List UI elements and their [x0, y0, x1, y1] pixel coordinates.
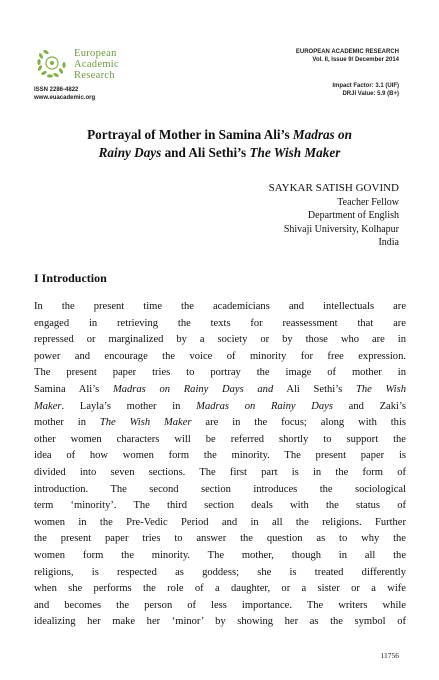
text-run: mother in [34, 417, 100, 429]
body-line: introduction. The second section introduces the sociological [34, 483, 406, 495]
logo-line-2: Academic [74, 59, 119, 70]
body-line: when she performs the role of a daughter, or a sister or a wife [34, 583, 406, 595]
italic-run: The Wish [355, 383, 406, 395]
author-country: India [378, 237, 399, 248]
title-italic: The Wish Maker [249, 145, 341, 160]
logo-wordmark [74, 48, 119, 81]
body-line: women form the minority. The mother, though in all the [34, 549, 406, 561]
author-block [269, 182, 399, 250]
body-line [34, 399, 406, 416]
author-department: Department of English [307, 210, 399, 221]
issn-block [34, 86, 95, 102]
title-italic: Rainy Days [98, 145, 162, 160]
text-run: . Layla’s mother in [61, 400, 197, 412]
laurel-icon [34, 48, 70, 82]
issn: ISSN 2286-4822 [34, 87, 79, 93]
text-run: are in the focus; along with this [191, 417, 406, 429]
impact-info [332, 82, 399, 98]
body-line: religions, is respected as goddess; she is treated differently [34, 566, 406, 578]
text-run: and Zaki’s [332, 400, 406, 412]
journal-info [296, 48, 399, 64]
body-line: the present paper tries to answer the question as to why the [34, 533, 406, 545]
body-line: divided into seven sections. The first part is in the form of [34, 466, 406, 478]
body-line: women in the Pre-Vedic Period and in all the religions. Further [34, 516, 406, 528]
website: www.euacademic.org [34, 95, 96, 101]
italic-run: Madras on Rainy Days and [112, 383, 274, 395]
body-line: repressed or marginalized by a society or by those who are in [34, 334, 406, 346]
body-line [34, 415, 406, 432]
body-line: engaged in retrieving the texts for reassessment that are [34, 317, 406, 329]
text-run: Ali Sethi’s [273, 383, 356, 395]
journal-name: EUROPEAN ACADEMIC RESEARCH [295, 49, 399, 55]
paper-title [40, 126, 399, 162]
impact-factor: Impact Factor: 3.1 (UIF) [332, 83, 399, 89]
body-line: idealizing her make her ‘minor’ by showing her as the symbol of [34, 616, 406, 628]
logo-line-1: European [74, 48, 117, 59]
body-paragraph [34, 299, 406, 631]
logo-line-3: Research [74, 70, 115, 81]
body-line: power and encourage the voice of minority for free expression. [34, 350, 406, 362]
italic-run: Maker [34, 400, 62, 412]
page-number: 11756 [380, 651, 399, 660]
author-name: SAYKAR SATISH GOVIND [268, 182, 399, 194]
section-heading: I Introduction [34, 271, 107, 285]
title-part: and Ali Sethi’s [161, 145, 250, 160]
body-line: idea of how women form the minority. The present paper is [34, 450, 406, 462]
body-line: The present paper tries to portray the image of mother in [34, 367, 406, 379]
journal-logo [34, 46, 154, 88]
italic-run: Madras on Rainy Days [196, 400, 333, 412]
title-part: Portrayal of Mother in Samina Ali’s [87, 127, 293, 142]
body-line: other women characters will be referred shortly to support the [34, 433, 406, 445]
author-role: Teacher Fellow [337, 196, 399, 208]
title-italic: Madras on [292, 127, 352, 142]
body-line [34, 382, 406, 399]
italic-run: The Wish Maker [99, 417, 192, 429]
drji-value: DRJI Value: 5.9 (B+) [342, 91, 399, 97]
volume-issue: Vol. II, Issue 9/ December 2014 [312, 57, 399, 63]
body-line: term ‘minority’. The third section deals with the status of [34, 500, 406, 512]
body-line: and becomes the person of less importance. The writers while [34, 599, 406, 611]
body-line: In the present time the academicians and intellectuals are [34, 301, 406, 312]
text-run: Samina Ali’s [34, 383, 113, 395]
author-university: Shivaji University, Kolhapur [283, 223, 399, 235]
